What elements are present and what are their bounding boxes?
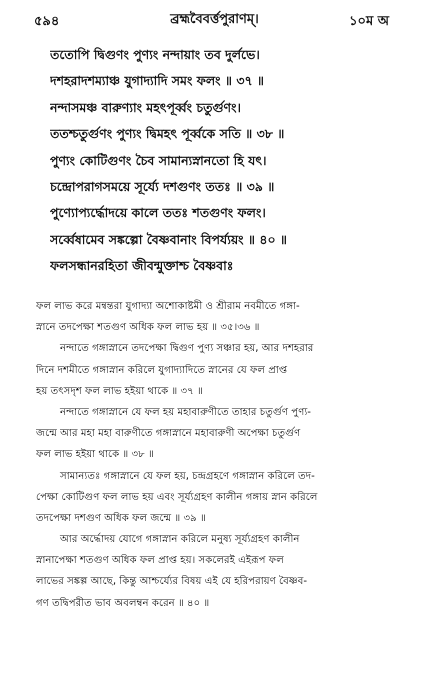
commentary-line: নন্দাতে গঙ্গাস্নানে তদপেক্ষা দ্বিগুণ পুণ্য সঞ্চার হয়, আর দশহরার [60,343,314,355]
commentary-line: গণ তদ্বিপরীত ভাব অবলম্বন করেন ॥ ৪০ ॥ [36,597,210,609]
verse-line: পুণ্যোপ্যর্দ্ধোদয়ে কালে ততঃ শতগুণং ফলং। [50,205,266,221]
commentary-line: স্নানে তদপেক্ষা শতগুণ অধিক ফল লাভ হয় ॥ ৩৫।৩৬ ॥ [36,322,260,334]
verse-line: দশহরাদশম্যাঞ্চ যুগাদ্যাদি সমং ফলং ॥ ৩৭ ॥ [50,73,265,89]
commentary-line: ফল লাভ করে মন্বন্তরা যুগাদ্যা অশোকাষ্টমী ও শ্রীরাম নবমীতে গঙ্গা- [36,301,300,312]
commentary-line: দিনে দশমীতে গঙ্গাস্নান করিলে যুগাদ্যাদিতে স্নানের যে ফল প্রাপ্ত [36,364,288,376]
sanskrit-verses [50,42,410,280]
commentary-line: নন্দাতে গঙ্গাস্নানে যে ফল হয় মহাবারুণীতে তাহার চতুর্গুণ পুণ্য- [60,406,311,418]
chapter-label: ১০ম অ [349,14,389,29]
verse-line: পুণ্যং কোটিগুণং চৈব সামান্যস্নানতো হি যৎ। [50,152,267,168]
commentary-line: সামান্যতঃ গঙ্গাস্নানে যে ফল হয়, চন্দ্রগ্রহণে গঙ্গাস্নান করিলে তদ- [60,470,315,482]
commentary-line: স্নানাপেক্ষা শতগুণ অধিক ফল প্রাপ্ত হয়। সকলেরই এইরূপ ফল [36,555,284,567]
verse-line: ততশ্চতুর্গুণং পুণ্যং দ্বিমহৎ পূর্ব্বকে সতি ॥ ৩৮ ॥ [50,126,285,142]
verse-line: নন্দাসমঞ্চ বারুণ্যাং মহৎপূর্ব্বং চতুর্গুণং। [50,99,241,115]
bengali-commentary [36,296,408,614]
commentary-line: পেক্ষা কোটিগুণ ফল লাভ হয় এবং সূর্য্যগ্রহণ কালীন গঙ্গায় স্নান করিলে [36,491,318,503]
page-header [0,10,429,32]
verse-line: চন্দ্রোপরাগসময়ে সূর্য্যে দশগুণং ততঃ ॥ ৩৯ ॥ [50,178,275,194]
page-number: ৫৯৪ [34,14,60,29]
commentary-line: হয় তৎসদৃশ ফল লাভ হইয়া থাকে ॥ ৩৭ ॥ [36,385,203,397]
commentary-line: জন্মে আর মহা মহা বারুণীতে গঙ্গাস্নানে মহাবারুণী অপেক্ষা চতুর্গুণ [36,428,301,440]
commentary-line: ফল লাভ হইয়া থাকে ॥ ৩৮ ॥ [36,449,154,461]
commentary-line: তদপেক্ষা দশগুণ অধিক ফল জন্মে ॥ ৩৯ ॥ [36,512,206,524]
commentary-line: আর অর্দ্ধোদয় যোগে গঙ্গাস্নান করিলে মনুষ্য সূর্য্যগ্রহণ কালীন [60,534,300,546]
verse-line: সর্ব্বেষামেব সঙ্কল্পো বৈষ্ণবানাং বিপর্য্যয়ং ॥ ৪০ ॥ [50,231,288,247]
verse-line: ফলসন্ধানরহিতা জীবন্মুক্তাশ্চ বৈষ্ণবাঃ [50,258,234,274]
running-title: ব্রহ্মবৈবর্ত্তপুরাণম্। [170,12,259,27]
verse-line: ততোপি দ্বিগুণং পুণ্যং নন্দায়াং তব দুর্লভে। [50,47,260,62]
commentary-line: লাভের সঙ্কল্প আছে, কিন্তু আশ্চর্য্যের বিষয় এই যে হরিপরায়ণ বৈষ্ণব- [36,576,308,588]
